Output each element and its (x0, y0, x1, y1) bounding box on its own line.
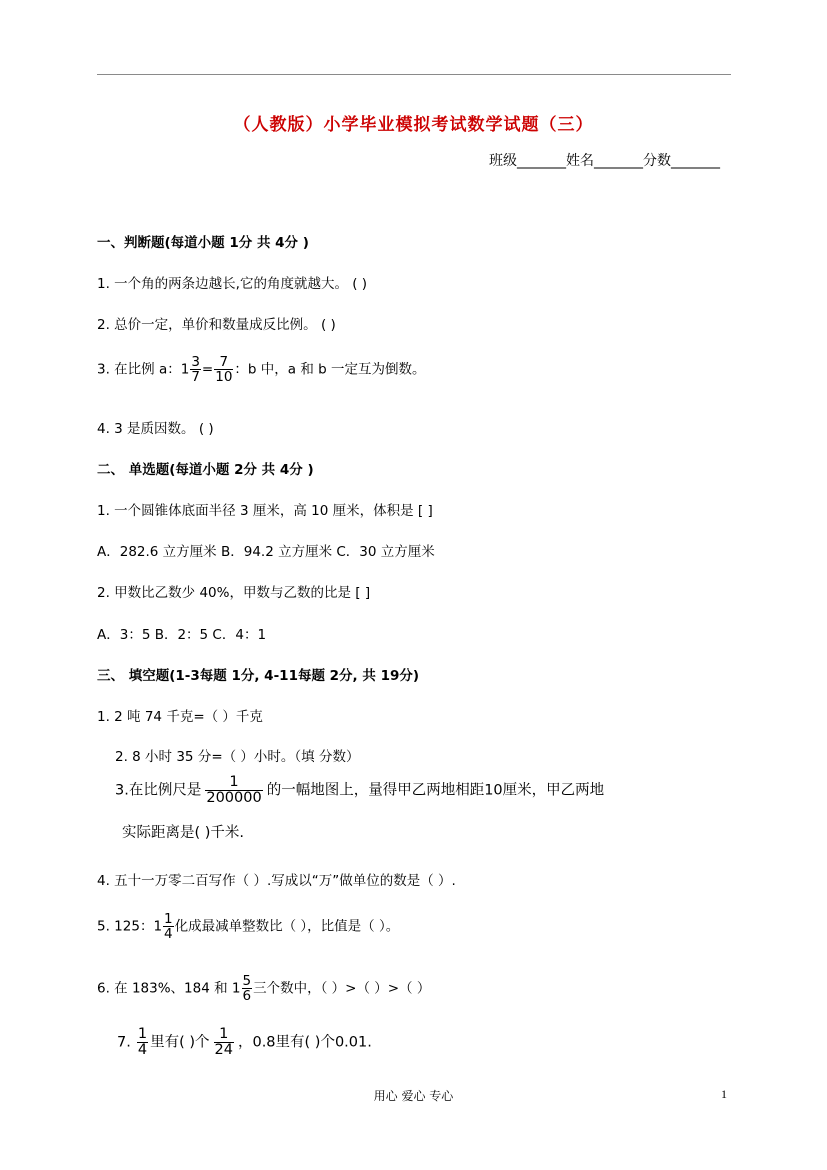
q3-prefix: 3.在比例尺是 (115, 782, 202, 799)
fraction (137, 1027, 148, 1058)
fraction-numerator: 7 (214, 355, 233, 370)
q3-suffix: 的一幅地图上，量得甲乙两地相距10厘米，甲乙两地 (266, 782, 605, 799)
fraction (214, 1027, 234, 1058)
equals-sign: = (201, 361, 214, 378)
q6-suffix: 三个数中，（ ）>（ ）>（ ） (253, 980, 431, 997)
fraction (214, 355, 233, 384)
section2-question-2: 2. 甲数比乙数少 40%，甲数与乙数的比是 [ ] (97, 585, 371, 601)
fraction-denominator: 200000 (206, 790, 262, 807)
section1-heading: 一、判断题(每道小题 1分 共 4分 ) (97, 235, 309, 251)
section1-question-2: 2. 总价一定，单价和数量成反比例。 ( ) (97, 317, 336, 333)
fraction-denominator: 4 (137, 1042, 148, 1059)
fraction-numerator: 5 (242, 973, 252, 989)
q7-mid2: ，0.8里有( )个0.01. (237, 1034, 372, 1051)
q5-prefix: 5. 125：1 (97, 918, 163, 935)
fraction-numerator: 1 (214, 1027, 234, 1043)
fraction-numerator: 1 (205, 775, 262, 791)
section3-question-5 (97, 912, 399, 941)
fraction-denominator: 10 (215, 369, 233, 386)
header-rule (97, 74, 731, 75)
fraction-denominator: 7 (191, 369, 200, 386)
fraction-numerator: 1 (164, 911, 173, 927)
section3-question-3-line2: 实际距离是( )千米. (122, 825, 245, 841)
fraction-denominator: 24 (214, 1042, 233, 1059)
section1-question-3 (97, 355, 426, 384)
fraction (242, 974, 253, 1003)
q3-suffix: ：b 中，a 和 b 一定互为倒数。 (234, 361, 426, 378)
section3-question-6 (97, 974, 430, 1003)
page-number: 1 (721, 1087, 727, 1101)
student-info-line: 班级_______姓名_______分数_______ (489, 153, 720, 169)
section2-question-2-options: A．3：5 B．2：5 C．4：1 (97, 627, 267, 643)
section3-heading: 三、 填空题(1-3每题 1分, 4-11每题 2分, 共 19分) (97, 668, 420, 684)
section3-question-1: 1. 2 吨 74 千克=（ ）千克 (97, 709, 263, 725)
q7-prefix: 7. (117, 1034, 131, 1051)
fraction-numerator: 1 (137, 1026, 148, 1042)
q3-prefix: 3. 在比例 a：1 (97, 361, 190, 378)
page-title: （人教版）小学毕业模拟考试数学试题（三） (233, 115, 594, 135)
q6-prefix: 6. 在 183%、184 和 1 (97, 980, 241, 997)
section2-question-1-options: A．282.6 立方厘米 B．94.2 立方厘米 C．30 立方厘米 (97, 544, 435, 560)
section2-heading: 二、 单选题(每道小题 2分 共 4分 ) (97, 462, 314, 478)
fraction (163, 912, 174, 941)
fraction (190, 355, 201, 384)
section2-question-1: 1. 一个圆锥体底面半径 3 厘米，高 10 厘米，体积是 [ ] (97, 503, 433, 519)
section3-question-3 (115, 775, 604, 806)
section3-question-4: 4. 五十一万零二百写作（ ）.写成以“万”做单位的数是（ ）. (97, 873, 456, 889)
q7-mid1: 里有( )个 (150, 1034, 210, 1051)
section1-question-4: 4. 3 是质因数。 ( ) (97, 421, 214, 437)
page-footer: 用心 爱心 专心 (373, 1089, 454, 1103)
fraction-numerator: 3 (191, 354, 200, 370)
q5-suffix: 化成最减单整数比（ ），比值是（ ）。 (174, 918, 400, 935)
section3-question-2: 2. 8 小时 35 分=（ ）小时。（填 分数） (115, 749, 360, 765)
fraction-denominator: 6 (242, 988, 252, 1005)
fraction-denominator: 4 (164, 926, 173, 943)
section1-question-1: 1. 一个角的两条边越长,它的角度就越大。 ( ) (97, 276, 368, 292)
scale-fraction (205, 775, 262, 806)
section3-question-7 (117, 1027, 372, 1058)
